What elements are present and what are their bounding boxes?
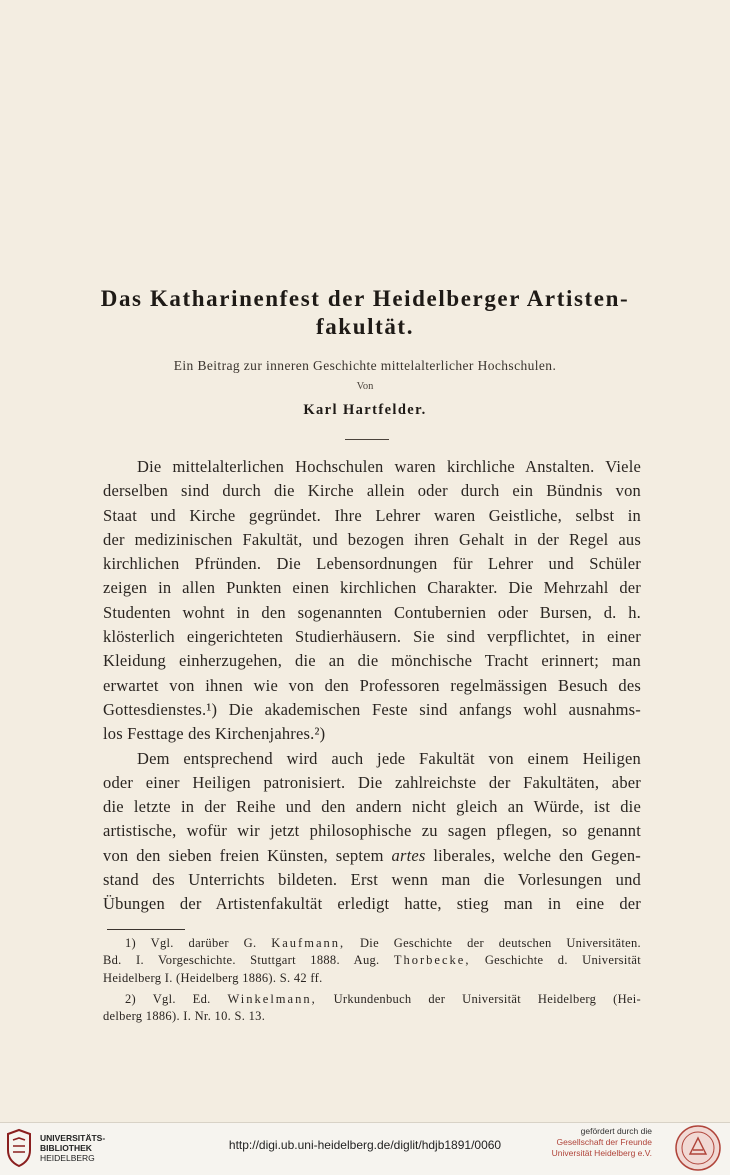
footnote-author: Kaufmann, [271, 936, 346, 950]
body-line-mixed [103, 844, 641, 868]
sponsor-credit [552, 1126, 652, 1159]
body-text [103, 455, 641, 917]
footnote-text: Urkundenbuch der Universität Heidelberg (Hei- [333, 991, 641, 1006]
body-line: artistische, wofür wir jetzt philosophische zu sagen pflegen, so genannt [103, 821, 641, 841]
body-line: Dem entsprechend wird auch jede Fakultät von einem Heiligen [137, 748, 641, 768]
body-line: los Festtage des Kirchenjahres.²) [103, 724, 326, 744]
body-line: erwartet von ihnen wie von den Professoren regelmässigen Besuch des [103, 675, 641, 695]
sponsor-line: Universität Heidelberg e.V. [551, 1148, 652, 1158]
byline-von: Von [356, 381, 374, 392]
author-name: Karl Hartfelder. [303, 402, 427, 418]
body-line: Studenten wohnt in den sogenannten Contubernien oder Bursen, d. h. [103, 602, 641, 622]
source-url-link[interactable]: http://digi.ub.uni-heidelberg.de/diglit/hdjb1891/0060 [228, 1138, 502, 1152]
body-line: Die mittelalterlichen Hochschulen waren kirchliche Anstalten. Viele [137, 457, 641, 476]
body-line: Gottesdienstes.¹) Die akademischen Feste sind anfangs wohl ausnahms- [103, 699, 641, 719]
body-line: zeigen in allen Punkten einen kirchlichen Charakter. Die Mehrzahl der [103, 578, 641, 598]
sponsor-line: Gesellschaft der Freunde [556, 1137, 652, 1147]
body-line: der medizinischen Fakultät, und bezogen ihren Gehalt in der Regel aus [103, 529, 641, 549]
footnote-2-line-2: delberg 1886). I. Nr. 10. S. 13. [103, 1009, 266, 1024]
footnote-1-line-1 [103, 935, 641, 952]
body-line: oder einer Heiligen patronisiert. Die zahlreichste der Fakultäten, aber [103, 772, 641, 792]
footnote-author: Winkelmann, [227, 991, 317, 1006]
library-name-line: HEIDELBERG [40, 1153, 95, 1163]
body-line: kirchlichen Pfründen. Die Lebensordnungen für Lehrer und Schüler [103, 554, 641, 574]
body-line: Übungen der Artistenfakultät erledigt hatte, stieg man in eine der [103, 894, 641, 914]
body-line: die letzte in der Reihe und den andern nicht gleich an Würde, ist die [103, 797, 641, 817]
article-subtitle: Ein Beitrag zur inneren Geschichte mittelalterlicher Hochschulen. [173, 358, 557, 373]
footnote-text: Die Geschichte der deutschen Universitäten. [359, 936, 641, 950]
footnote-text: Geschichte d. Universität [484, 953, 641, 968]
italic-word-artes: artes [391, 845, 426, 865]
footnote-1-line-2 [103, 952, 641, 969]
footnote-author: Thorbecke, [393, 953, 471, 968]
footnote-text: 2) Vgl. Ed. [125, 991, 211, 1006]
body-line: stand des Unterrichts bildeten. Erst wenn man die Vorlesungen und [103, 870, 641, 890]
body-line-part: liberales, welche den Gegen- [433, 845, 642, 865]
body-line: derselben sind durch die Kirche allein oder durch ein Bündnis von [103, 481, 641, 501]
footnote-text: Bd. I. Vorgeschichte. Stuttgart 1888. Aug. [103, 953, 380, 968]
university-seal-icon [672, 1124, 724, 1172]
footnote-1-line-3: Heidelberg I. (Heidelberg 1886). S. 42 ff. [103, 970, 323, 985]
library-name-line: BIBLIOTHEK [40, 1143, 92, 1153]
body-line: klösterlich eingerichteten Studierhäusern. Sie sind verpflichtet, in einer [103, 627, 641, 647]
body-line-part: von den sieben freien Künsten, septem [103, 845, 384, 865]
footnote-2-line-1 [103, 991, 641, 1008]
body-line: Kleidung einherzugehen, die an die mönchische Tracht erinnert; man [103, 651, 641, 671]
title-divider [345, 439, 389, 440]
footnote-divider [107, 929, 185, 930]
library-name-line: UNIVERSITÄTS- [40, 1133, 106, 1143]
body-line: Staat und Kirche gegründet. Ihre Lehrer waren Geistliche, selbst in [103, 505, 641, 525]
footnote-text: 1) Vgl. darüber G. [125, 936, 257, 950]
article-title-line-1: Das Katharinenfest der Heidelberger Artisten- [100, 286, 630, 311]
footnotes [103, 935, 641, 1025]
article-title-line-2: fakultät. [315, 314, 415, 339]
sponsor-line: gefördert durch die [580, 1126, 652, 1136]
